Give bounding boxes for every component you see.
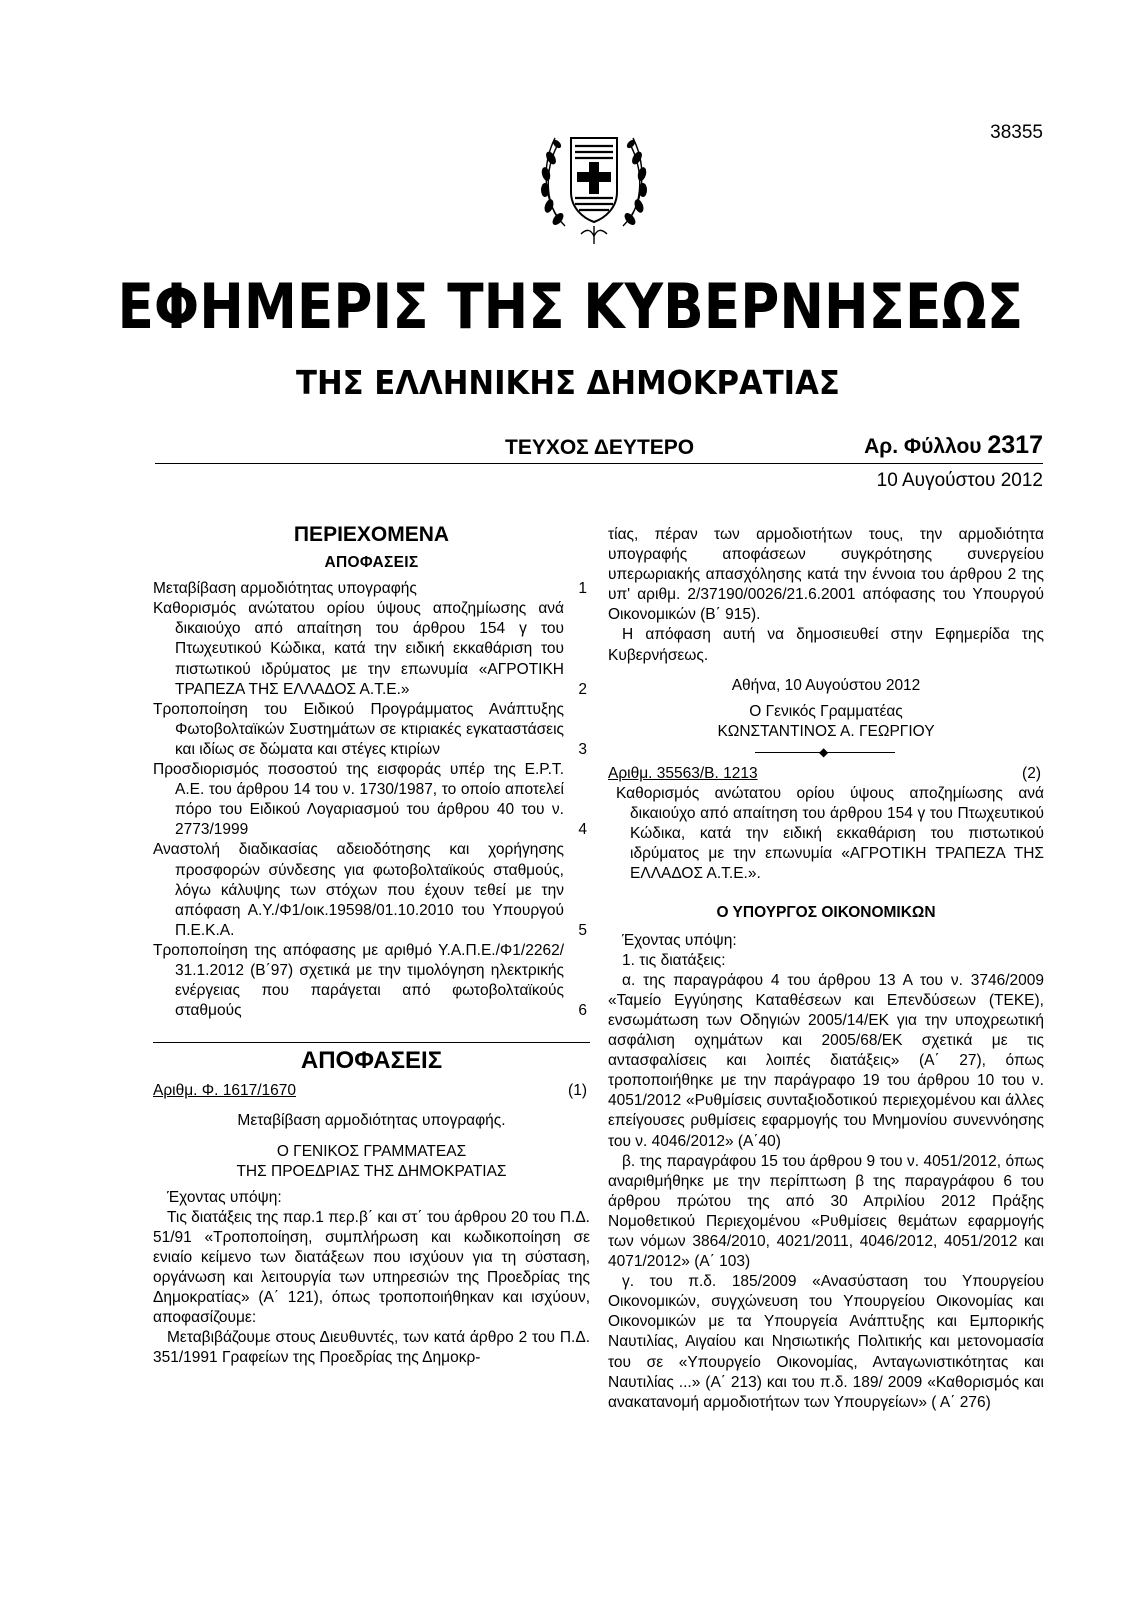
decision-2-ref: Αριθμ. 35563/Β. 1213 — [608, 764, 758, 782]
decision-2-authority: Ο ΥΠΟΥΡΓΟΣ ΟΙΚΟΝΟΜΙΚΩΝ — [716, 903, 936, 921]
sheet-label: Αρ. Φύλλου — [864, 435, 982, 458]
toc-item[interactable] — [153, 700, 590, 760]
greek-coat-of-arms-emblem — [535, 108, 653, 246]
decision-1-title: Μεταβίβαση αρμοδιότητας υπογραφής. — [237, 1112, 506, 1130]
decision-2-having: Έχοντας υπόψη: — [622, 931, 737, 949]
decision-1-ref-line — [153, 1081, 590, 1101]
masthead-rule — [155, 463, 1043, 464]
gazette-title: ΕΦΗΜΕΡΙΣ ΤΗΣ ΚΥΒΕΡΝΗΣΕΩΣ — [117, 270, 1024, 343]
decision-2-ref-line — [608, 764, 1044, 784]
toc-item-page: 5 — [578, 921, 587, 939]
sheet-number-value: 2317 — [987, 431, 1043, 459]
sheet-number — [864, 431, 1043, 460]
toc-item[interactable] — [153, 760, 590, 840]
decision-1-ref: Αριθμ. Φ. 1617/1670 — [153, 1082, 297, 1100]
toc-item-text: Αναστολή διαδικασίας αδειοδότησης και χορήγησης προσφορών σύνδεσης για φωτοβολταϊκούς σταθμούς, λόγω κάλυψης των στόχων που έχουν τεθεί με την απόφαση Α.Υ./Φ1/οικ.19598/01.10.2010 του Υπουργού Π.Ε.Κ.Α. — [153, 841, 564, 939]
toc-item-text: Προσδιορισμός ποσοστού της εισφοράς υπέρ της Ε.Ρ.Τ. Α.Ε. του άρθρου 14 του ν. 1730/1987, το οποίο αποτελεί πόρο του Ειδικού Λογαριασμού του άρθρου 40 του ν. 2773/1999 — [153, 761, 564, 839]
toc-item-text: Τροποποίηση της απόφασης με αριθμό Υ.Α.Π.Ε./Φ1/2262/ 31.1.2012 (Β΄97) σχετικά με την τιμολόγηση ηλεκτρικής ενέργειας που παράγεται από φωτοβολταϊκούς σταθμούς — [153, 941, 564, 1020]
decision-1-paragraph-2-cont: τίας, πέραν των αρμοδιοτήτων τους, την αρμοδιότητα υπογραφής αποφάσεων συγκρότησης συνεργείου υπερωριακής απασχόλησης κατά την έννοια του άρθρου 2 της υπ' αριθμ. 2/37190/0026/21.6.2001 απόφασης του Υπουργού Οικονομικών (Β΄ 915). — [608, 526, 1044, 624]
decision-1-number: (1) — [568, 1082, 587, 1100]
toc-item-page: 4 — [578, 821, 587, 839]
decisions-heading: ΑΠΟΦΑΣΕΙΣ — [300, 1047, 443, 1075]
decision-1-authority-1: Ο ΓΕΝΙΚΟΣ ΓΡΑΜΜΑΤΕΑΣ — [276, 1142, 467, 1160]
right-column — [608, 525, 1044, 1413]
decision-1-having: Έχοντας υπόψη: — [167, 1188, 282, 1206]
toc-item-text: Μεταβίβαση αρμοδιότητας υπογραφής — [153, 580, 417, 598]
toc-item-page: 1 — [578, 580, 587, 598]
decision-1-signer-name: ΚΩΝΣΤΑΝΤΙΝΟΣ Α. ΓΕΩΡΓΙΟΥ — [717, 722, 935, 740]
toc-item[interactable] — [153, 840, 590, 940]
decision-2-item-b: β. της παραγράφου 15 του άρθρου 9 του ν. 4051/2012, όπως αναριθμήθηκε με την περίπτωση β της παραγράφου 6 του άρθρου πρώτου της από 30 Απριλίου 2012 Πράξης Νομοθετικού Περιεχομένου «Ρυθμίσεις θεμάτων εφαρμογής των νόμων 3864/2010, 4021/2011, 4046/2012, 4051/2012 και 4071/2012» (Α΄ 103) — [608, 1152, 1044, 1271]
toc-item-page: 3 — [578, 740, 587, 758]
issue-label: ΤΕΥΧΟΣ ΔΕΥΤΕΡΟ — [505, 436, 695, 459]
contents-subheading: ΑΠΟΦΑΣΕΙΣ — [324, 554, 419, 572]
decision-2-list-1: 1. τις διατάξεις: — [622, 951, 726, 969]
toc-item-text: Καθορισμός ανώτατου ορίου ύψους αποζημίωσης ανά δικαιούχο από απαίτηση του άρθρου 154 γ του Πτωχευτικού Κώδικα, κατά την ειδική εκκαθάριση του πιστωτικού ιδρύματος με την επωνυμία «ΑΓΡΟΤΙΚΗ ΤΡΑΠΕΖΑ ΤΗΣ ΕΛΛΑΔΟΣ Α.Τ.Ε.» — [153, 600, 564, 698]
diamond-icon: ◆ — [819, 744, 829, 759]
decision-1-place-date: Αθήνα, 10 Αυγούστου 2012 — [731, 676, 921, 694]
diamond-separator — [608, 744, 1044, 760]
left-column — [153, 525, 590, 1369]
decision-2-item-c: γ. του π.δ. 185/2009 «Ανασύσταση του Υπουργείου Οικονομικών, συγχώνευση του Υπουργείου Οικονομίας και Οικονομικών με τα Υπουργεία Ανάπτυξης και Εμπορικής Ναυτιλίας, Αιγαίου και Νησιωτικής Πολιτικής και μετονομασία του σε «Υπουργείο Οικονομίας, Ανταγωνιστικότητας και Ναυτιλίας ...» (Α΄ 213) και του π.δ. 189/ 2009 «Καθορισμός και ανακατανομή αρμοδιοτήτων των Υπουργείων» ( Α΄ 276) — [608, 1273, 1044, 1411]
decision-1-paragraph-2: Μεταβιβάζουμε στους Διευθυντές, των κατά άρθρο 2 του Π.Δ. 351/1991 Γραφείων της Προεδρίας της Δημοκρ- — [153, 1329, 590, 1367]
toc-item[interactable] — [153, 599, 590, 699]
contents-heading: ΠΕΡΙΕΧΟΜΕΝΑ — [293, 523, 450, 546]
decision-1-paragraph-1: Τις διατάξεις της παρ.1 περ.β΄ και στ΄ του άρθρου 20 του Π.Δ. 51/91 «Τροποποίηση, συμπλήρωση και κωδικοποίηση σε ενιαίο κείμενο των διατάξεων που ισχύουν για τη σύσταση, οργάνωση και λειτουργία των υπηρεσιών της Προεδρίας της Δημοκρατίας» (Α΄ 121), όπως τροποποιήθηκαν και ισχύουν, αποφασίζουμε: — [153, 1208, 590, 1327]
issue-date: 10 Αυγούστου 2012 — [876, 470, 1043, 491]
toc-item[interactable] — [153, 941, 590, 1021]
gazette-subtitle: ΤΗΣ ΕΛΛΗΝΙΚΗΣ ΔΗΜΟΚΡΑΤΙΑΣ — [296, 363, 840, 402]
decision-1-signer-title: Ο Γενικός Γραμματέας — [749, 702, 903, 720]
decision-2-item-a: α. της παραγράφου 4 του άρθρου 13 Α του ν. 3746/2009 «Ταμείο Εγγύησης Καταθέσεων και Επενδύσεων (ΤΕΚΕ), ενσωμάτωση των Οδηγιών 2005/14/ΕΚ για την υποχρεωτική ασφάλιση οχημάτων και 2005/68/ΕΚ σχετικά με τις αντασφαλίσεις και λοιπές διατάξεις» (Α΄ 27), όπως τροποποιήθηκε με την παράγραφο 19 του άρθρου 10 του ν. 4051/2012 «Ρυθμίσεις συνταξιοδοτικού περιεχομένου και άλλες επείγουσες ρυθμίσεις εφαρμογής του Μνημονίου συνεννόησης του ν. 4046/2012» (Α΄40) — [608, 971, 1044, 1150]
toc-item[interactable] — [153, 579, 590, 599]
decision-2-number: (2) — [1022, 764, 1041, 782]
decision-1-authority-2: ΤΗΣ ΠΡΟΕΔΡΙΑΣ ΤΗΣ ΔΗΜΟΚΡΑΤΙΑΣ — [236, 1162, 507, 1180]
section-rule — [153, 1042, 590, 1043]
toc-item-page: 6 — [578, 1002, 587, 1020]
toc-item-page: 2 — [578, 680, 587, 698]
decision-2-title: Καθορισμός ανώτατου ορίου ύψους αποζημίωσης ανά δικαιούχο από απαίτηση του άρθρου 154 γ του Πτωχευτικού Κώδικα, κατά την ειδική εκκαθάριση του πιστωτικού ιδρύματος με την επωνυμία «ΑΓΡΟΤΙΚΗ ΤΡΑΠΕΖΑ ΤΗΣ ΕΛΛΑΔΟΣ Α.Τ.Ε.». — [616, 785, 1044, 883]
page-number: 38355 — [990, 122, 1043, 143]
toc-item-text: Τροποποίηση του Ειδικού Προγράμματος Ανάπτυξης Φωτοβολταϊκών Συστημάτων σε κτιριακές εγκαταστάσεις και ιδίως σε δώματα και στέγες κτιρίων — [153, 700, 564, 758]
decision-1-paragraph-3: Η απόφαση αυτή να δημοσιευθεί στην Εφημερίδα της Κυβερνήσεως. — [608, 626, 1044, 664]
